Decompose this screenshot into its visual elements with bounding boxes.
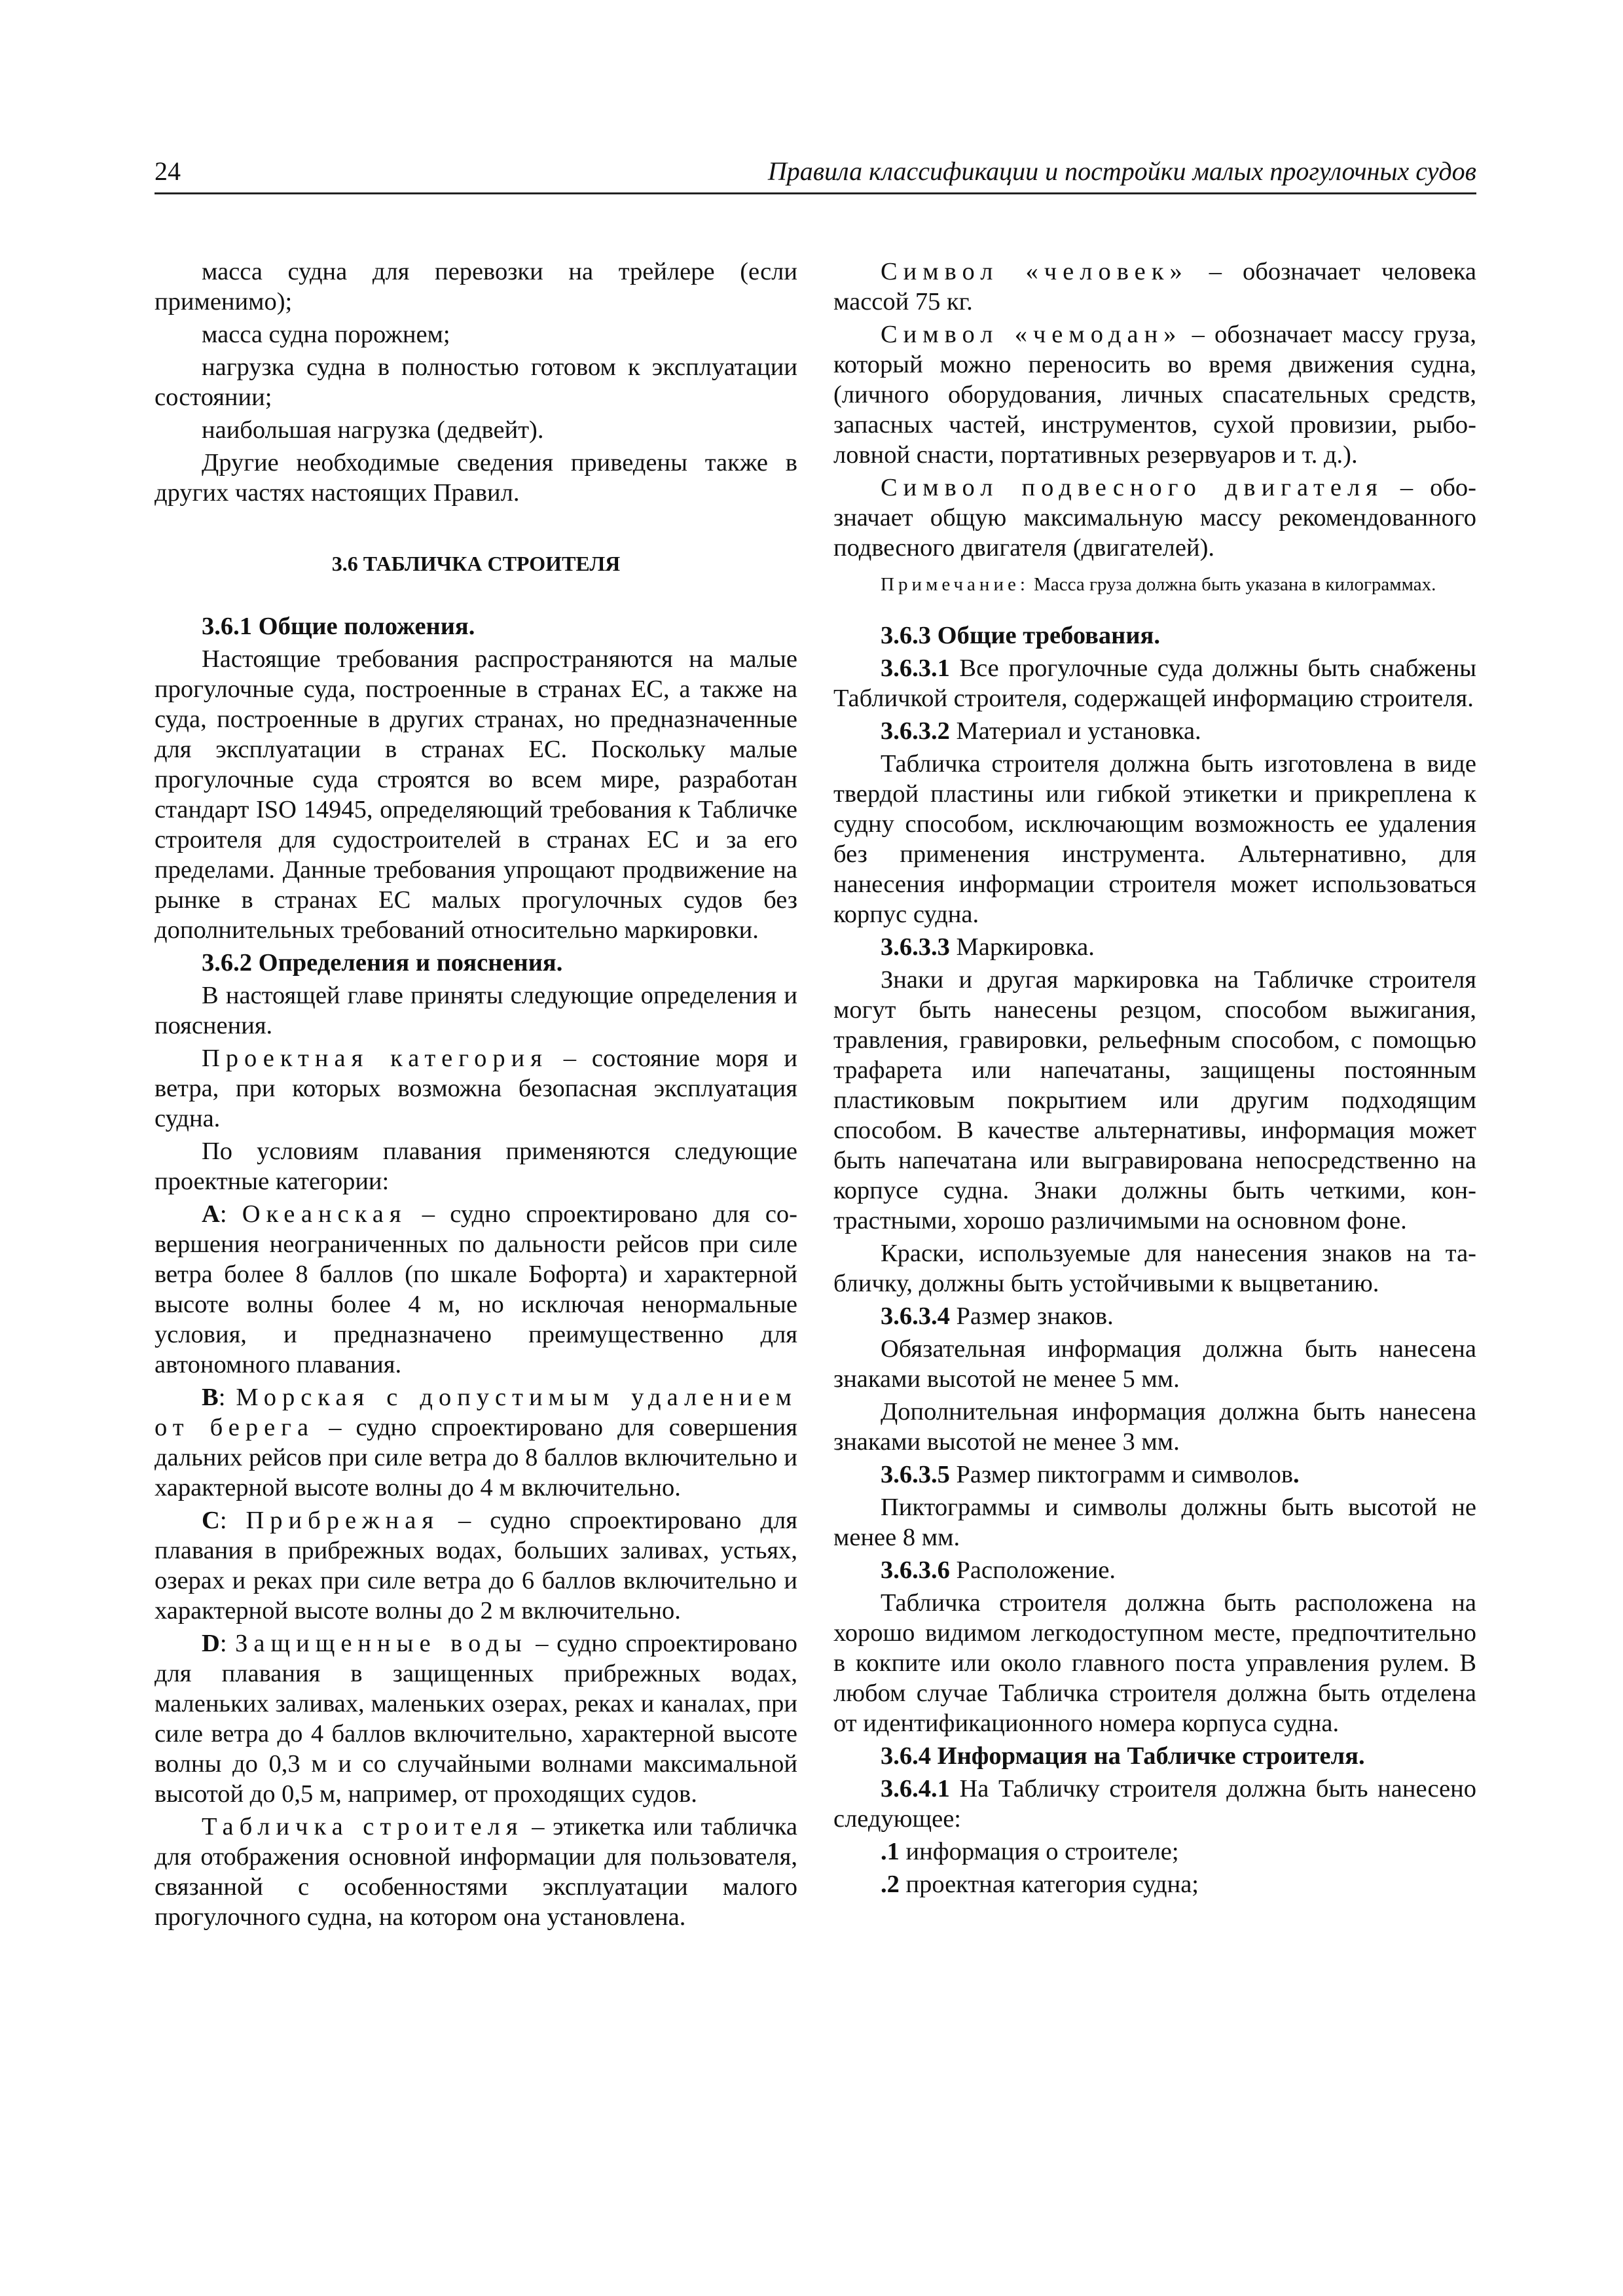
- category-c: C: Прибрежная – судно спроектировано для плавания в прибрежных водах, больших заливах, устьях, озерах и реках при силе ветра до 6 баллов включительно и характерной высоте волны до 2 м включительно.: [155, 1507, 797, 1624]
- subsection-heading-364: 3.6.4 Информация на Табличке строителя.: [881, 1742, 1365, 1770]
- list-item: масса судна порожнем;: [202, 321, 450, 348]
- clause-3632-title: 3.6.3.2 Материал и установка.: [881, 717, 1201, 745]
- paragraph: Настоящие требования распространяются на малые прогулочные суда, построенные в странах ЕС, а также на суда, построенные в других странах, но предназначенные для эксплуатации в странах ЕС. Поскольку малые прогулочные суда строятся во всем мире, разработан стандарт ISO 14945, определяющий требования к Табличке строителя для судостроителей в странах ЕС и за его пределами. Данные требования упрощают продвижение на рынке в странах ЕС малых прогулочных судов без дополнительных требований относительно маркировки.: [155, 645, 797, 944]
- section-title: 3.6 ТАБЛИЧКА СТРОИТЕЛЯ: [331, 552, 621, 575]
- list-item: .1 информация о строителе;: [881, 1838, 1179, 1865]
- category-b: B: Морская с допустимым удалением от берега – судно спроектировано для совершения дальних рейсов при силе ветра до 8 баллов включительно и характерной высоте волны до 4 м включительно.: [155, 1384, 797, 1501]
- subsection-heading-361: 3.6.1 Общие положения.: [202, 613, 475, 640]
- term: Табличка строителя: [202, 1813, 524, 1840]
- paragraph: Обязательная информация должна быть нанесена знаками высотой не менее 5 мм.: [833, 1335, 1476, 1393]
- paragraph: Табличка строителя должна быть расположена на хорошо видимом легкодоступном месте, предпочтительно в кокпите или около главного поста управления рулем. В любом случае Табличка строителя должна быть отделена от идентификационного номера корпуса судна.: [833, 1589, 1476, 1737]
- paragraph: Табличка строителя должна быть изготовлена в виде твердой пластины или гибкой этикетки и прикреплена к судну способом, исключающим возможность ее удаления без применения инструмента. Альтернативно, для нанесения информации строителя может использоваться корпус судна.: [833, 750, 1476, 928]
- clause-3633-title: 3.6.3.3 Маркировка.: [881, 933, 1095, 961]
- term: Символ «человек»: [881, 258, 1188, 285]
- paragraph: Дополнительная информация должна быть нанесена знаками высотой не менее 3 мм.: [833, 1398, 1476, 1456]
- paragraph: Другие необходимые сведения приведены также в других частях настоящих Правил.: [155, 449, 797, 507]
- left-column: [155, 257, 797, 1935]
- header-rule: [155, 192, 1476, 194]
- clause-3631: 3.6.3.1 Все прогулочные суда должны быть снабжены Табличкой строителя, содержащей информацию строителя.: [833, 655, 1476, 712]
- list-item: .2 проектная категория судна;: [881, 1871, 1199, 1898]
- list-item: нагрузка судна в полностью готовом к эксплуатации состоянии;: [155, 353, 797, 411]
- definition-engine-symbol: Символ подвесного двигателя – обозначает общую максимальную массу рекомендованного подвесного двигателя (двигателей).: [833, 474, 1476, 562]
- term: Морская с допустимым удалением от берега: [155, 1384, 797, 1441]
- category-a: A: Океанская – судно спроектировано для совершения неограниченных по дальности рейсов при силе ветра более 8 баллов (по шкале Бофорта) и характерной высоте волны более 4 м, но исключая ненормальные условия, и предназначено преимущественно для автономного плавания.: [155, 1200, 797, 1378]
- clause-3636-title: 3.6.3.6 Расположение.: [881, 1556, 1116, 1584]
- definition-builder-plate: Табличка строителя – этикетка или табличка для отображения основной информации для пользователя, связанной с особенностями эксплуатации малого прогулочного судна, на котором она установлена.: [155, 1813, 797, 1931]
- paragraph: В настоящей главе приняты следующие определения и пояснения.: [155, 982, 797, 1039]
- term: Символ «чемодан»: [881, 321, 1182, 348]
- clause-3635-title: 3.6.3.5 Размер пиктограмм и символов.: [881, 1461, 1300, 1488]
- note: Примечание: Масса груза должна быть указана в килограммах.: [881, 574, 1436, 595]
- term: Символ подвесного двигателя: [881, 474, 1383, 501]
- clause-3641: 3.6.4.1 На Табличку строителя должна быть нанесено следующее:: [833, 1775, 1476, 1833]
- term: Океанская: [242, 1200, 407, 1228]
- definition-design-category: Проектная категория – состояние моря и ветра, при которых возможна безопасная эксплуатация судна.: [155, 1045, 797, 1132]
- clause-3634-title: 3.6.3.4 Размер знаков.: [881, 1302, 1114, 1330]
- list-item: наибольшая нагрузка (дедвейт).: [202, 416, 544, 444]
- subsection-heading-363: 3.6.3 Общие требования.: [881, 622, 1160, 649]
- running-title: Правила классификации и постройки малых прогулочных судов: [767, 156, 1476, 186]
- definition-person-symbol: Символ «человек» – обозначает человека массой 75 кг.: [833, 258, 1476, 315]
- paragraph: По условиям плавания применяются следующие проектные категории:: [155, 1138, 797, 1195]
- term: Прибрежная: [246, 1507, 440, 1534]
- note-label: Примечание:: [881, 574, 1029, 595]
- term: Проектная категория: [202, 1045, 548, 1072]
- subsection-heading-362: 3.6.2 Определения и пояснения.: [202, 949, 563, 977]
- paragraph: Краски, используемые для нанесения знаков на табличку, должны быть устойчивыми к выцветанию.: [833, 1240, 1476, 1297]
- paragraph: Пиктограммы и символы должны быть высотой не менее 8 мм.: [833, 1494, 1476, 1551]
- list-item: масса судна для перевозки на трейлере (если применимо);: [155, 258, 797, 315]
- right-column: [833, 257, 1476, 1902]
- paragraph: Знаки и другая маркировка на Табличке строителя могут быть нанесены резцом, способом выжигания, травления, гравировки, рельефным способом, с помощью трафарета или напечатаны, защищены постоянным пластиковым покрытием или другим подходящим способом. В качестве альтернативы, информация может быть напечатана или выгравирована непосредственно на корпусе судна. Знаки должны быть четкими, контрастными, хорошо различимыми на основном фоне.: [833, 966, 1476, 1234]
- category-d: D: Защищенные воды – судно спроектировано для плавания в защищенных прибрежных водах, маленьких заливах, маленьких озерах, реках и каналах, при силе ветра до 4 баллов включительно, характерной высоте волны до 0,3 м и со случайными волнами максимальной высотой до 0,5 м, например, от проходящих судов.: [155, 1630, 797, 1808]
- definition-suitcase-symbol: Символ «чемодан» – обозначает массу груза, который можно переносить во время движения судна, (личного оборудования, личных спасательных средств, запасных частей, инструментов, сухой провизии, рыболовной снасти, портативных резервуаров и т. д.).: [833, 321, 1476, 469]
- term: Защищенные воды: [235, 1630, 528, 1657]
- page-number: 24: [155, 156, 181, 186]
